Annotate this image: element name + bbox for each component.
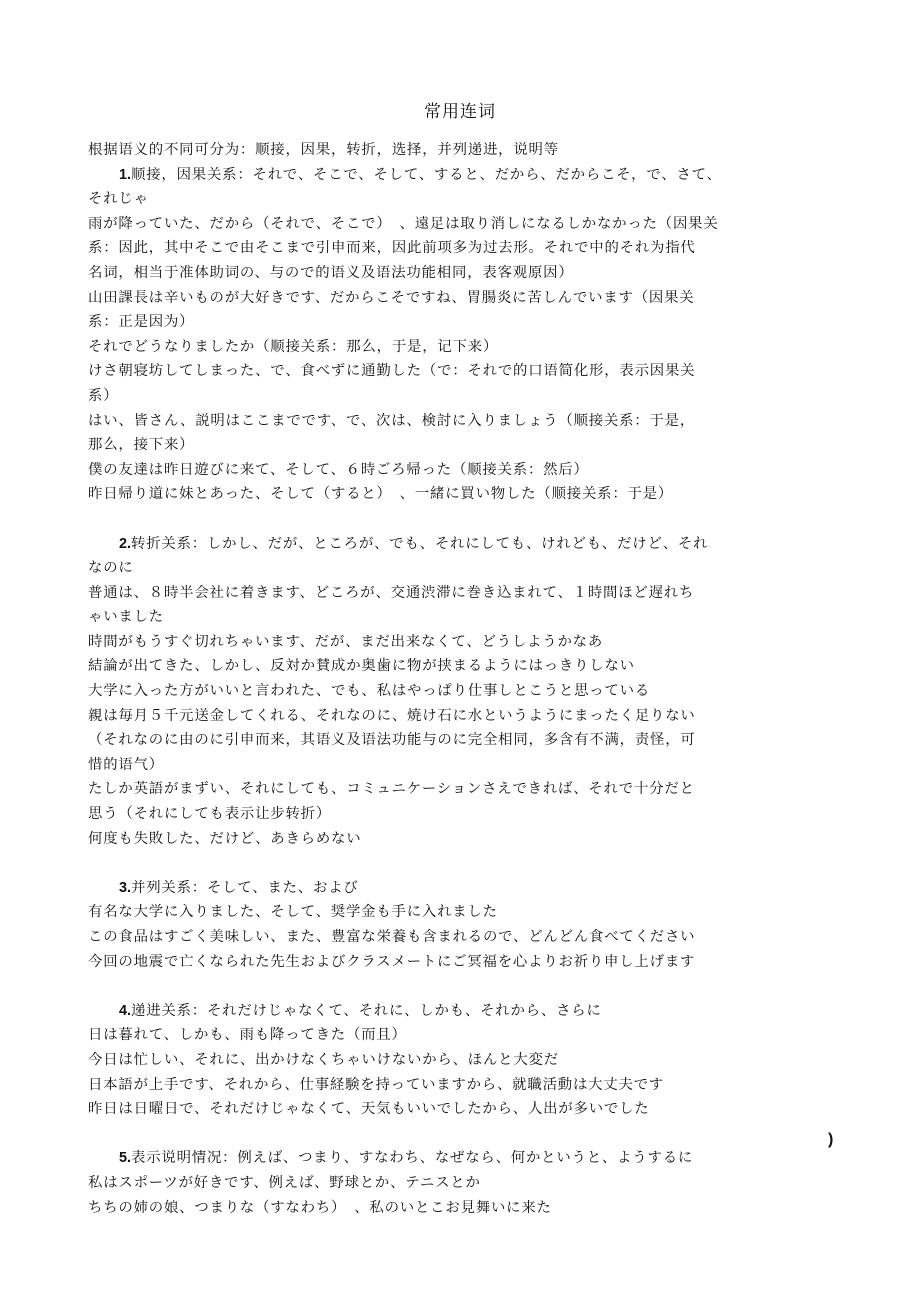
section-heading: [88, 163, 818, 188]
section-3: [88, 876, 818, 974]
example-line: 今回の地震で亡くなられた先生およびクラスメートにご冥福を心よりお祈り申し上げます: [88, 953, 696, 970]
section-heading: [88, 999, 818, 1024]
example-line: 親は毎月５千元送金してくれる、それなのに、焼け石に水というようにまったく足りない: [88, 707, 696, 724]
section-spacer: [88, 507, 818, 532]
example-line: たしか英語がまずい、それにしても、コミュニケーションさえできれば、それで十分だと: [88, 781, 695, 798]
example-line: 那么，接下来）: [88, 437, 195, 454]
example-line: 何度も失敗した、だけど、あきらめない: [88, 830, 362, 847]
example-line: 普通は、８時半会社に着きます、どころが、交通渋滞に巻き込まれて、１時間ほど遅れち: [88, 584, 695, 601]
example-line: 惜的语气）: [88, 756, 164, 773]
example-line: はい、皆さん、説明はここまでです、で、次は、検討に入りましょう（顺接关系：于是，: [88, 412, 696, 429]
section-heading: [88, 1146, 818, 1171]
example-line: 時間がもうすぐ切れちゃいます、だが、まだ出来なくて、どうしようかなあ: [88, 633, 604, 650]
example-line: この食品はすごく美味しい、また、豊富な栄養も含まれるので、どんどん食べてください: [88, 929, 696, 945]
section-heading: [88, 876, 818, 901]
document-body: [88, 138, 818, 1220]
example-line: ゃいました: [88, 609, 164, 626]
section-heading-cont: なのに: [88, 560, 134, 577]
example-line: 私はスポーツが好きです、例えば、野球とか、テニスとか: [88, 1174, 481, 1191]
example-line: 結論が出てきた、しかし、反対か賛成か奥歯に物が挟まるようにはっきりしない: [88, 658, 635, 675]
section-heading-text: 递进关系：それだけじゃなくて、それに、しかも、それから、さらに: [131, 1002, 602, 1019]
section-number: 2.: [119, 535, 132, 552]
example-line: 名词，相当于准体助词の、与ので的语义及语法功能相同，表客观原因）: [88, 264, 574, 281]
example-line: 日本語が上手です、それから、仕事経験を持っていますから、就職活動は大丈夫です: [88, 1076, 665, 1093]
section-1: [88, 163, 818, 507]
example-line: 山田課長は辛いものが大好きです、だからこそですね、胃腸炎に苦しんでいます（因果关: [88, 289, 695, 306]
section-number: 1.: [119, 166, 132, 183]
section-2: [88, 532, 818, 852]
example-line: 僕の友達は昨日遊びに来て、そして、６時ごろ帰った（顺接关系：然后）: [88, 461, 589, 478]
example-line: 大学に入った方がいいと言われた、でも、私はやっぱり仕事しとこうと思っている: [88, 683, 651, 700]
section-number: 3.: [119, 879, 132, 896]
section-heading-text: 并列关系：そして、また、および: [131, 879, 359, 896]
intro-text: 根据语义的不同可分为：顺接，因果，转折，选择，并列递进，说明等: [88, 142, 559, 158]
example-line: 思う（それにしても表示让步转折）: [88, 806, 332, 823]
section-heading: [88, 532, 818, 557]
section-5: [88, 1146, 818, 1220]
example-line: 日は暮れて、しかも、雨も降ってきた（而且）: [88, 1027, 407, 1044]
section-number: 4.: [119, 1002, 132, 1019]
example-line: それでどうなりましたか（顺接关系：那么，于是，记下来）: [88, 338, 499, 355]
section-heading-text: 顺接，因果关系：それで、そこで、そして、すると、だから、だからこそ，で、さて、: [131, 166, 722, 183]
section-4: [88, 999, 818, 1122]
example-line: 有名な大学に入りました、そして、奨学金も手に入れました: [88, 904, 498, 921]
example-line: （それなのに由のに引申而来，其语义及语法功能与のに完全相同，多含有不满，责怪，可: [88, 732, 696, 749]
example-line: 系）: [88, 387, 119, 404]
example-line: 今日は忙しい、それに、出かけなくちゃいけないから、ほんと大変だ: [88, 1051, 559, 1068]
example-line: ちちの姉の娘、つまりな（すなわち） 、私のいとこお見舞いに来た: [88, 1199, 552, 1216]
section-spacer: [88, 974, 818, 999]
example-line: 昨日帰り道に妹とあった、そして（すると） 、一緒に買い物した（顺接关系：于是）: [88, 486, 674, 503]
example-line: 昨日は日曜日で、それだけじゃなくて、天気もいいでしたから、人出が多いでした: [88, 1101, 650, 1118]
page-title: 常用连词: [424, 102, 496, 122]
example-line: 雨が降っていた、だから（それで、そこで） 、遠足は取り消しになるしかなかった（因果关: [88, 215, 719, 232]
section-number: 5.: [119, 1150, 132, 1167]
example-line: 系：正是因为）: [88, 314, 195, 331]
example-line: 系：因此，其中そこで由そこまで引申而来，因此前项多为过去形。それで中的それ为指代: [88, 240, 696, 257]
section-heading-text: 转折关系：しかし、だが、ところが、でも、それにしても、けれども、だけど、それ: [131, 535, 709, 552]
section-spacer: [88, 851, 818, 876]
section-heading-text: 表示说明情况：例えば、つまり、すなわち、なぜなら、何かというと、ようするに: [131, 1150, 694, 1167]
section-spacer: [88, 1122, 818, 1147]
stray-parenthesis: ): [828, 1131, 834, 1148]
example-line: けさ朝寝坊してしまった、で、食べずに通勤した（で：それで的口语简化形，表示因果关: [88, 363, 696, 380]
section-heading-cont: それじゃ: [88, 191, 149, 208]
